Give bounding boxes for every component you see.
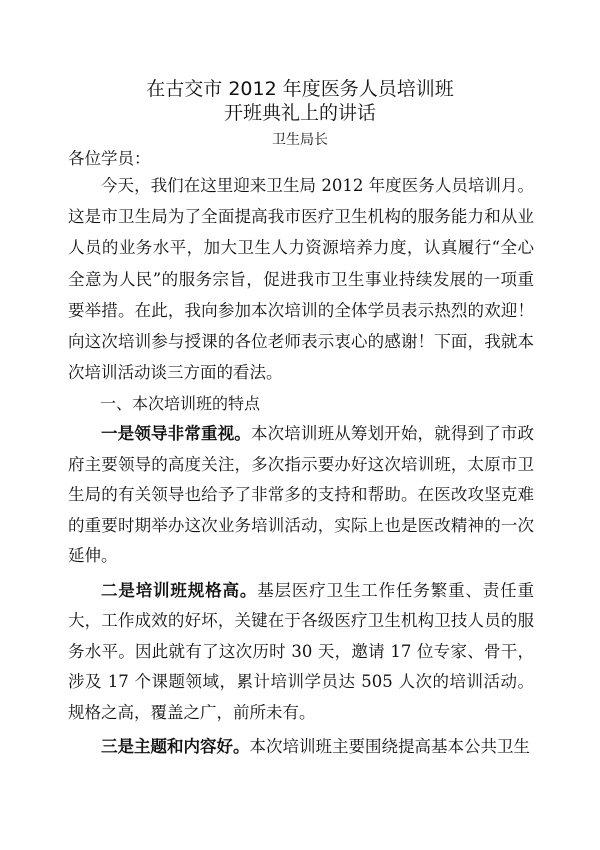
document-title-line2: 开班典礼上的讲话 [223,102,376,124]
document-title-line1: 在古交市 2012 年度医务人员培训班 [146,78,454,100]
point-text-standard: 基层医疗卫生工作任务繁重、责任重大，工作成效的好坏，关键在于各级医疗卫生机构卫技人员的服务水平。因此就有了这次历时 30 天，邀请 17 位专家、骨干，涉及 17 个课题领域，累计培训学员达 505 人次的培训活动。规格之高，覆盖之广，前所未有。 [68,580,535,722]
point-lead-standard: 二是培训班规格高。 [101,580,258,600]
point-paragraph-leadership [68,419,534,572]
point-text-leadership: 本次培训班从筹划开始，就得到了市政府主要领导的高度关注，多次指示要办好这次培训班，太原市卫生局的有关领导也给予了非常多的支持和帮助。在医改攻坚克难的重要时期举办这次业务培训活动，实际上也是医改精神的一次延伸。 [68,424,535,566]
salutation: 各位学员： [68,149,151,168]
point-paragraph-theme [68,732,534,763]
point-text-theme: 本次培训班主要围绕提高基本公共卫生 [249,737,530,757]
speech-body [68,170,534,763]
point-paragraph-standard [68,576,534,729]
point-lead-leadership: 一是领导非常重视。 [101,424,251,444]
opening-paragraph: 今天，我们在这里迎来卫生局 2012 年度医务人员培训月。这是市卫生局为了全面提高我市医疗卫生机构的服务能力和从业人员的业务水平，加大卫生人力资源培养力度，认真履行“全心全意为人民”的服务宗旨，促进我市卫生事业持续发展的一项重要举措。在此，我向参加本次培训的全体学员表示热烈的欢迎！向这次培训参与授课的各位老师表示衷心的感谢！下面，我就本次培训活动谈三方面的看法。 [68,176,534,383]
section-heading: 一、本次培训班的特点 [100,394,261,414]
point-lead-theme: 三是主题和内容好。 [101,737,250,757]
speaker-role: 卫生局长 [272,132,328,148]
